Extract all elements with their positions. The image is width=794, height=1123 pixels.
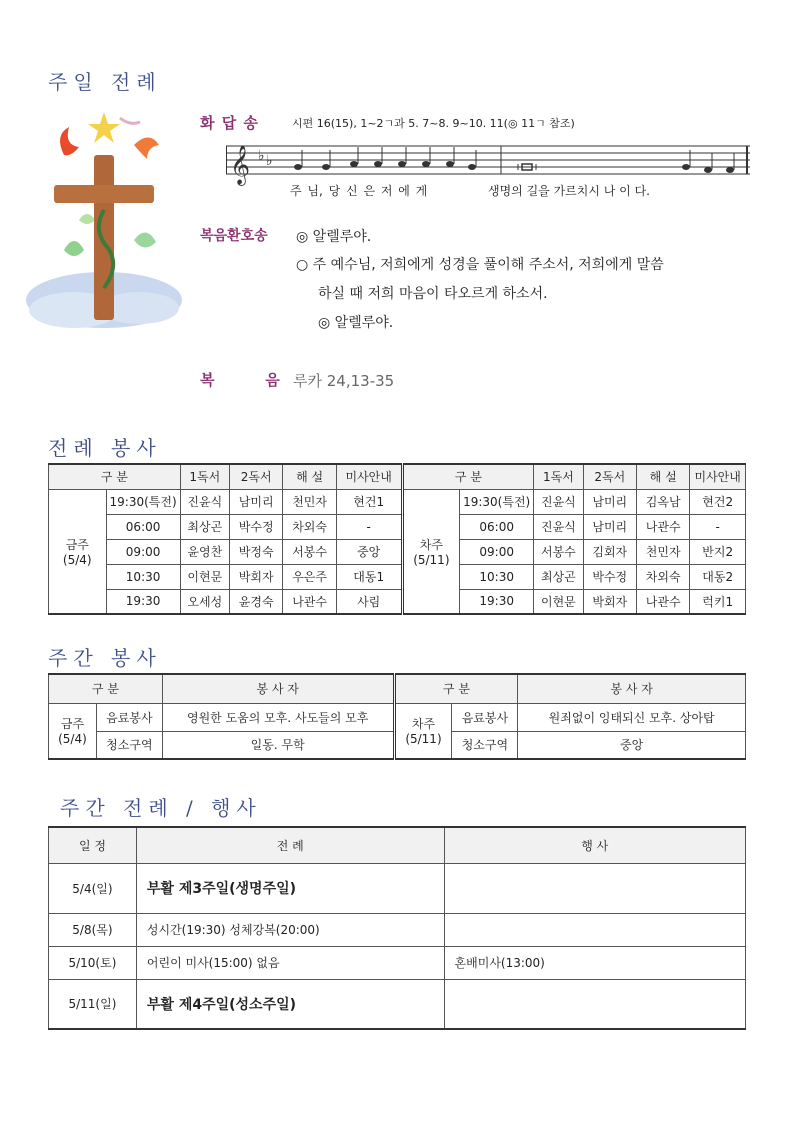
header-category: 구 분 (49, 464, 181, 489)
weekly-events-table (48, 826, 746, 1030)
service-group: 영원한 도움의 모후. 사도들의 모후 (162, 703, 394, 731)
event-activity: 혼배미사(13:00) (444, 946, 745, 979)
event-liturgy: 부활 제3주일(생명주일) (136, 863, 444, 913)
sunday-liturgy-title: 주일 전례 (48, 70, 162, 94)
service-group: 중앙 (518, 731, 746, 759)
header-reading-2: 2독서 (583, 464, 636, 489)
usher: 대동2 (690, 564, 746, 589)
service-group: 원죄없이 잉태되신 모후. 상아탑 (518, 703, 746, 731)
header-reading-1: 1독서 (180, 464, 229, 489)
svg-text:𝄞: 𝄞 (230, 145, 251, 185)
header-reading-2: 2독서 (229, 464, 282, 489)
responsorial-ref: 시편 16(15), 1~2ㄱ과 5. 7~8. 9~10. 11(◎ 11ㄱ 참조) (292, 117, 575, 130)
reader-1: 오세성 (180, 589, 229, 614)
header-category: 구 분 (394, 674, 518, 703)
mass-time: 06:00 (460, 514, 534, 539)
header-usher: 미사안내 (336, 464, 402, 489)
commentator: 서봉수 (283, 539, 336, 564)
mass-time: 10:30 (460, 564, 534, 589)
next-week-cell (394, 703, 452, 759)
event-date: 5/10(토) (49, 946, 137, 979)
svg-text:♭: ♭ (266, 153, 273, 169)
table-header-row (49, 827, 746, 863)
svg-text:♭: ♭ (258, 148, 265, 164)
alleluia-line-4: ◎ 알렐루야. (318, 315, 394, 331)
event-liturgy: 어린이 미사(15:00) 없음 (136, 946, 444, 979)
mass-time: 06:00 (106, 514, 180, 539)
header-category: 구 분 (402, 464, 534, 489)
service-group: 일동. 무학 (162, 731, 394, 759)
usher: 반지2 (690, 539, 746, 564)
this-week-label: 금주 (60, 717, 85, 732)
mass-time: 19:30(특전) (106, 489, 180, 514)
table-header-row (49, 464, 746, 489)
usher: 사림 (336, 589, 402, 614)
table-row (49, 539, 746, 564)
table-row (49, 564, 746, 589)
alleluia-line-2: ○ 주 예수님, 저희에게 성경을 풀이해 주소서, 저희에게 말씀 (296, 257, 664, 273)
table-row (49, 514, 746, 539)
commentator: 천민자 (283, 489, 336, 514)
liturgy-service-table (48, 463, 746, 615)
table-row (49, 946, 746, 979)
service-type: 음료봉사 (96, 703, 162, 731)
reader-2: 박수정 (229, 514, 282, 539)
header-volunteers: 봉 사 자 (518, 674, 746, 703)
this-week-date: (5/4) (62, 552, 92, 567)
reader-2: 남미리 (583, 514, 636, 539)
table-header-row (49, 674, 746, 703)
header-category: 구 분 (49, 674, 163, 703)
reader-2: 남미리 (229, 489, 282, 514)
lyrics-part-2: 생명의 길을 가르치시 나 이 다. (488, 184, 650, 198)
this-week-cell (49, 489, 107, 614)
usher: 대동1 (336, 564, 402, 589)
event-activity (444, 913, 745, 946)
weekly-service-title: 주간 봉사 (48, 646, 162, 670)
reader-2: 박수정 (583, 564, 636, 589)
table-row (49, 863, 746, 913)
this-week-date: (5/4) (58, 732, 87, 747)
event-date: 5/11(일) (49, 979, 137, 1029)
weekly-service-table (48, 673, 746, 760)
commentator: 천민자 (636, 539, 689, 564)
header-events: 행 사 (444, 827, 745, 863)
table-row (49, 979, 746, 1029)
reader-1: 최상곤 (180, 514, 229, 539)
reader-2: 남미리 (583, 489, 636, 514)
usher: 럭키1 (690, 589, 746, 614)
cross-illustration (24, 100, 186, 332)
reader-2: 박회자 (229, 564, 282, 589)
event-liturgy: 부활 제4주일(성소주일) (136, 979, 444, 1029)
service-type: 청소구역 (96, 731, 162, 759)
mass-time: 09:00 (460, 539, 534, 564)
event-liturgy: 성시간(19:30) 성체강복(20:00) (136, 913, 444, 946)
this-week-cell (49, 703, 97, 759)
reader-1: 서봉수 (534, 539, 583, 564)
event-activity (444, 979, 745, 1029)
reader-2: 박회자 (583, 589, 636, 614)
weekly-events-title: 주간 전례 / 행사 (60, 796, 262, 820)
alleluia-label: 복음환호송 (200, 228, 268, 244)
commentator: 나관수 (636, 589, 689, 614)
commentator: 김옥남 (636, 489, 689, 514)
header-date: 일 정 (49, 827, 137, 863)
commentator: 차외숙 (636, 564, 689, 589)
reader-1: 최상곤 (534, 564, 583, 589)
header-reading-1: 1독서 (534, 464, 583, 489)
reader-2: 박정숙 (229, 539, 282, 564)
service-type: 청소구역 (452, 731, 518, 759)
gospel-ref: 루카 24,13-35 (293, 372, 395, 390)
event-date: 5/4(일) (49, 863, 137, 913)
commentator: 우은주 (283, 564, 336, 589)
table-row (49, 703, 746, 731)
reader-2: 윤경숙 (229, 589, 282, 614)
this-week-label: 금주 (65, 537, 89, 552)
reader-1: 진윤식 (180, 489, 229, 514)
header-volunteers: 봉 사 자 (162, 674, 394, 703)
usher: 중앙 (336, 539, 402, 564)
reader-1: 이현문 (534, 589, 583, 614)
alleluia-line-3: 하실 때 저희 마음이 타오르게 하소서. (318, 286, 548, 302)
mass-time: 19:30 (460, 589, 534, 614)
next-week-date: (5/11) (413, 552, 450, 567)
reader-1: 이현문 (180, 564, 229, 589)
next-week-label: 차주 (419, 537, 443, 552)
gospel-label: 복 음 (200, 371, 281, 389)
table-row (49, 913, 746, 946)
commentator: 나관수 (283, 589, 336, 614)
header-commentary: 해 설 (636, 464, 689, 489)
lyrics-part-1: 주 님, 당 신 은 저 에 게 (290, 184, 428, 198)
service-type: 음료봉사 (452, 703, 518, 731)
responsorial-label: 화 답 송 (200, 114, 259, 132)
next-week-cell (402, 489, 460, 614)
reader-2: 김회자 (583, 539, 636, 564)
usher: - (690, 514, 746, 539)
header-liturgy: 전 례 (136, 827, 444, 863)
reader-1: 윤영찬 (180, 539, 229, 564)
mass-time: 09:00 (106, 539, 180, 564)
reader-1: 진윤식 (534, 489, 583, 514)
commentator: 차외숙 (283, 514, 336, 539)
header-usher: 미사안내 (690, 464, 746, 489)
mass-time: 19:30(특전) (460, 489, 534, 514)
usher: 현건2 (690, 489, 746, 514)
event-date: 5/8(목) (49, 913, 137, 946)
usher: - (336, 514, 402, 539)
mass-time: 19:30 (106, 589, 180, 614)
reader-1: 진윤식 (534, 514, 583, 539)
next-week-date: (5/11) (405, 732, 442, 747)
usher: 현건1 (336, 489, 402, 514)
header-commentary: 해 설 (283, 464, 336, 489)
next-week-label: 차주 (411, 717, 436, 732)
commentator: 나관수 (636, 514, 689, 539)
alleluia-line-1: ◎ 알렐루야. (296, 229, 372, 245)
liturgy-service-title: 전례 봉사 (48, 436, 162, 460)
mass-time: 10:30 (106, 564, 180, 589)
event-activity (444, 863, 745, 913)
table-row (49, 589, 746, 614)
table-row (49, 489, 746, 514)
